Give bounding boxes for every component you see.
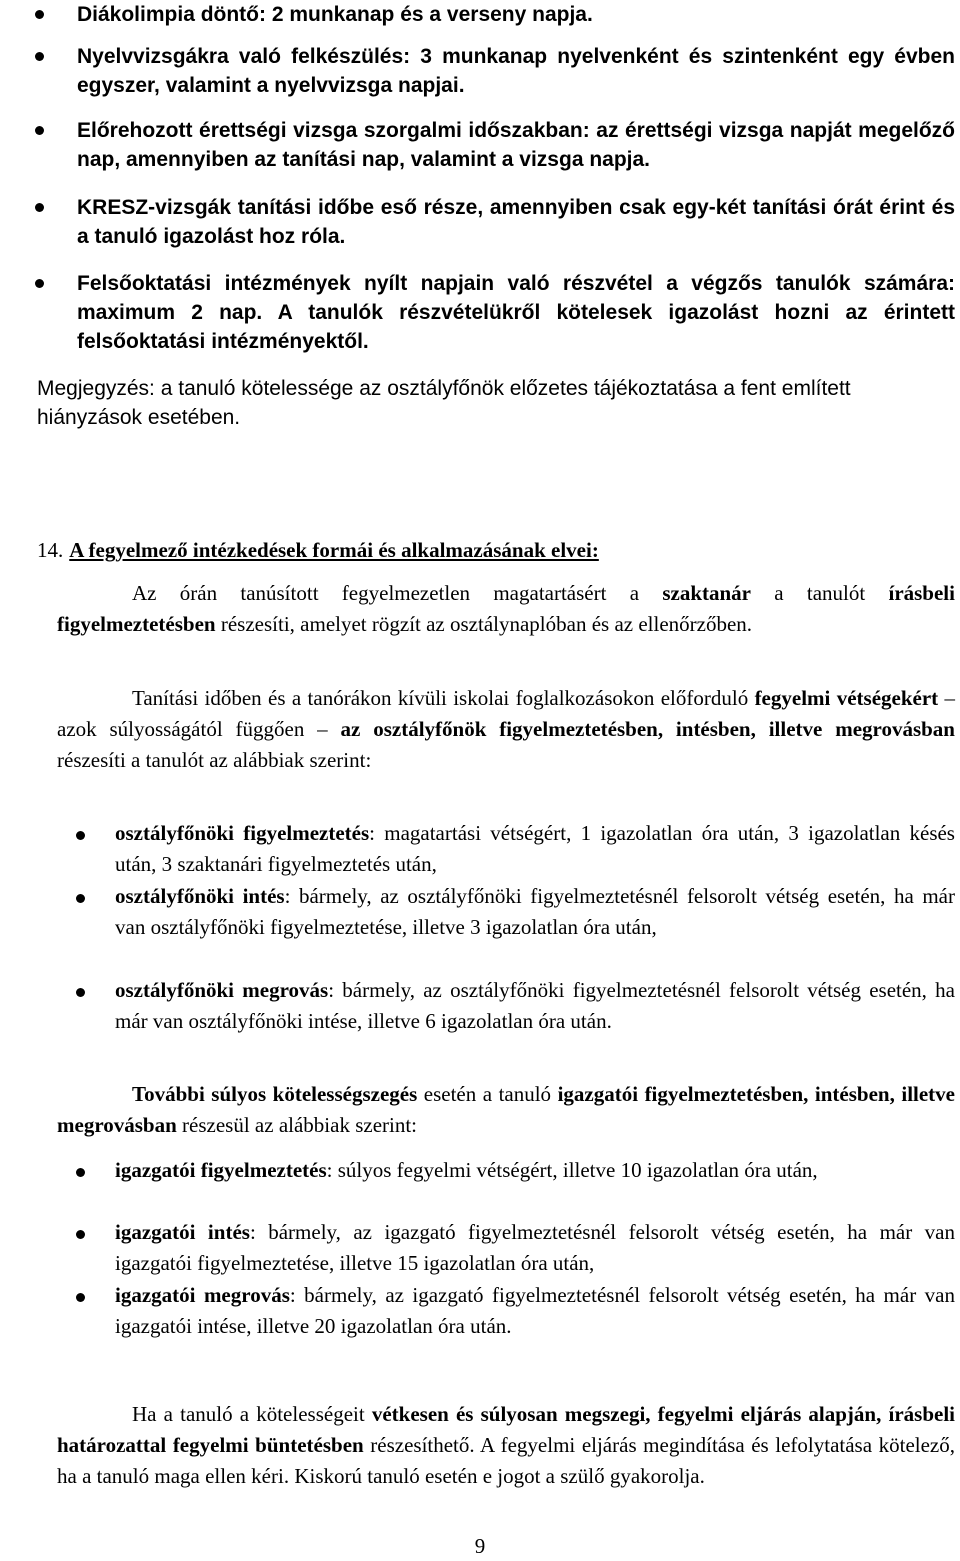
list-item-text: osztályfőnöki megrovás: bármely, az osztályfőnöki figyelmeztetésnél felsorolt vétség esetén, ha már van osztályfőnöki intése, illetve 6 igazolatlan óra után. xyxy=(115,978,956,1033)
paragraph-principal: További súlyos kötelességszegés esetén a tanuló igazgatói figyelmeztetésben, intésben, illetve megrovásban részesül az alábbiak szerint: xyxy=(57,1082,955,1137)
paragraph-disciplinary-procedure: Ha a tanuló a kötelességeit vétkesen és súlyosan megszegi, fegyelmi eljárás alapján, írásbeli határozattal fegyelmi büntetésben részesíthető. A fegyelmi eljárás megindítása és lefolytatása kötelező, ha a tanuló maga ellen kéri. Kiskorú tanuló esetén e jogot a szülő gyakorolja. xyxy=(57,1402,955,1488)
list-item-text: igazgatói figyelmeztetés: súlyos fegyelmi vétségért, illetve 10 igazolatlan óra után, xyxy=(115,1158,818,1182)
bullet-icon xyxy=(76,1168,85,1177)
section-heading xyxy=(37,536,955,565)
paragraph-class-teacher: Tanítási időben és a tanórákon kívüli iskolai foglalkozásokon előforduló fegyelmi vétségekért – azok súlyosságától függően – az osztályfőnök figyelmeztetésben, intésben, illetve megrovásban részesíti a tanulót az alábbiak szerint: xyxy=(57,686,956,772)
page-number: 9 xyxy=(474,1534,486,1558)
bullet-icon xyxy=(35,203,44,212)
bullet-icon xyxy=(76,894,85,903)
list-item-text: Felsőoktatási intézmények nyílt napjain való részvétel a végzős tanulók számára: maximum 2 nap. A tanulók részvételükről kötelesek igazolást hozni az érintett felsőoktatási intézményektől. xyxy=(77,272,955,353)
list-item-text: igazgatói megrovás: bármely, az igazgató figyelmeztetésnél felsorolt vétség esetén, ha már van igazgatói intése, illetve 20 igazolatlan óra után. xyxy=(115,1283,955,1338)
list-item-text: osztályfőnöki intés: bármely, az osztályfőnöki figyelmeztetésnél felsorolt vétség esetén, ha már van osztályfőnöki figyelmeztetése, illetve 3 igazolatlan óra után, xyxy=(115,884,955,939)
section-title: A fegyelmező intézkedések formái és alkalmazásának elvei: xyxy=(69,538,599,562)
bullet-icon xyxy=(35,279,44,288)
paragraph-teacher-warning: Az órán tanúsított fegyelmezetlen magatartásért a szaktanár a tanulót írásbeli figyelmeztetésben részesíti, amelyet rögzít az osztálynaplóban és az ellenőrzőben. xyxy=(57,581,955,636)
bullet-icon xyxy=(35,52,44,61)
bullet-icon xyxy=(76,831,85,840)
bullet-icon xyxy=(76,1293,85,1302)
list-item-text: KRESZ-vizsgák tanítási időbe eső része, amennyiben csak egy-két tanítási órát érint és a tanuló igazolást hoz róla. xyxy=(77,196,955,248)
bullet-icon xyxy=(35,126,44,135)
list-item-text: osztályfőnöki figyelmeztetés: magatartási vétségért, 1 igazolatlan óra után, 3 igazolatlan késés után, 3 szaktanári figyelmeztetés után, xyxy=(115,821,955,876)
section-number: 14. xyxy=(37,538,64,562)
list-item-text: Diákolimpia döntő: 2 munkanap és a verseny napja. xyxy=(77,3,593,26)
bullet-icon xyxy=(35,10,44,19)
bullet-icon xyxy=(76,1230,85,1239)
list-item-text: Előrehozott érettségi vizsga szorgalmi időszakban: az érettségi vizsga napját megelőző nap, amennyiben az tanítási nap, valamint a vizsga napja. xyxy=(77,119,955,171)
list-item-text: igazgatói intés: bármely, az igazgató figyelmeztetésnél felsorolt vétség esetén, ha már van igazgatói figyelmeztetése, illetve 15 igazolatlan óra után, xyxy=(115,1220,955,1275)
note-paragraph: Megjegyzés: a tanuló kötelessége az osztályfőnök előzetes tájékoztatása a fent említett hiányzások esetében. xyxy=(37,377,851,429)
bullet-icon xyxy=(76,988,85,997)
list-item-text: Nyelvvizsgákra való felkészülés: 3 munkanap nyelvenként és szintenként egy évben egyszer, valamint a nyelvvizsga napjai. xyxy=(77,45,955,97)
